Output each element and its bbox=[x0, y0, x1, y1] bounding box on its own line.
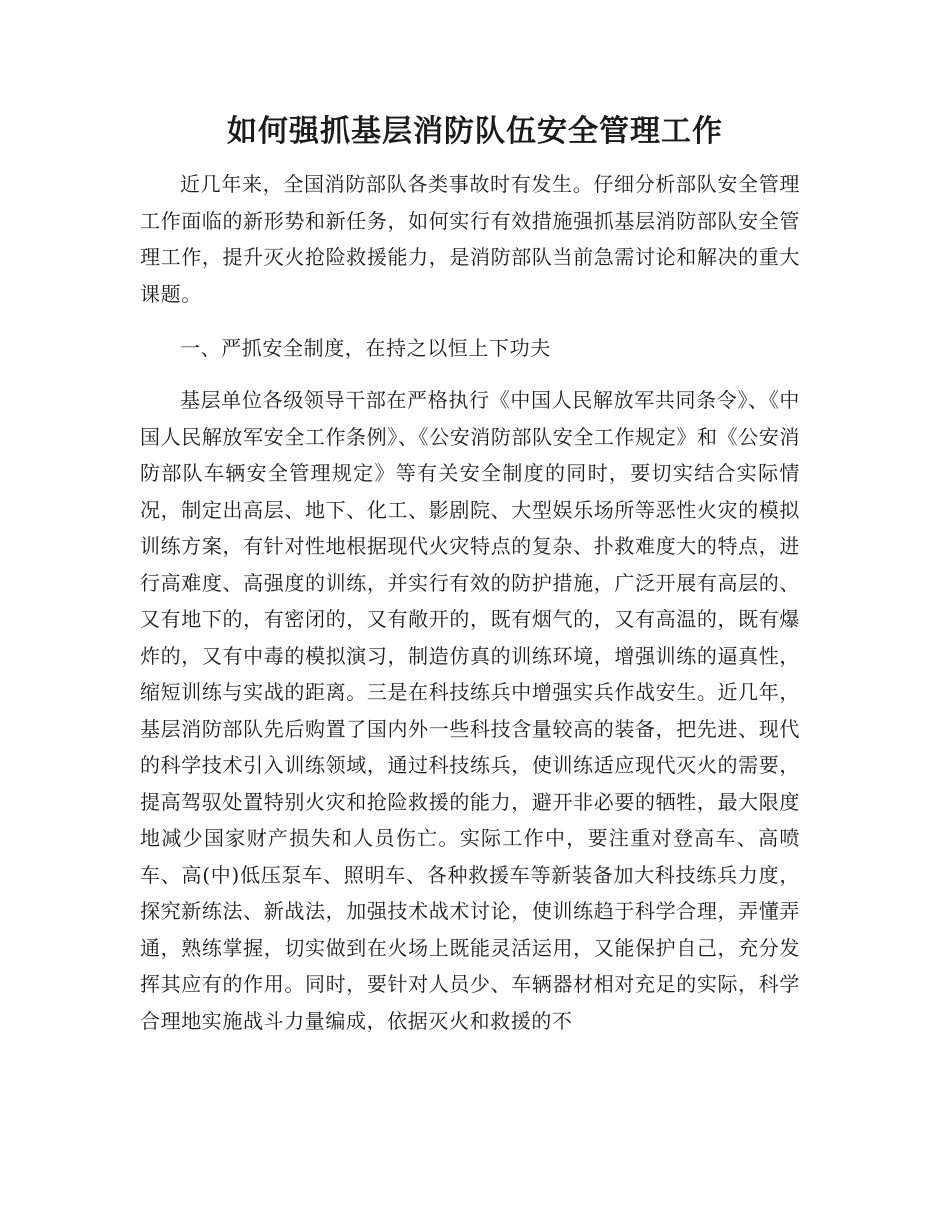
section-heading: 一、严抓安全制度，在持之以恒上下功夫 bbox=[180, 336, 551, 360]
body-paragraph: 基层单位各级领导干部在严格执行《中国人民解放军共同条令》、《中国人民解放军安全工作条例》、《公安消防部队安全工作规定》和《公安消防部队车辆安全管理规定》等有关安全制度的同时，要切实结合实际情况，制定出高层、地下、化工、影剧院、大型娱乐场所等恶性火灾的模拟训练方案，有针对性地根据现代火灾特点的复杂、扑救难度大的特点，进行高难度、高强度的训练，并实行有效的防护措施，广泛开展有高层的、又有地下的，有密闭的，又有敞开的，既有烟气的，又有高温的，既有爆炸的，又有中毒的模拟演习，制造仿真的训练环境，增强训练的逼真性，缩短训练与实战的距离。三是在科技练兵中增强实兵作战安生。近几年，基层消防部队先后购置了国内外一些科技含量较高的装备，把先进、现代的科学技术引入训练领域，通过科技练兵，使训练适应现代灭火的需要，提高驾驭处置特别火灾和抢险救援的能力，避开非必要的牺牲，最大限度地减少国家财产损失和人员伤亡。实际工作中，要注重对登高车、高喷车、高(中)低压泵车、照明车、各种救援车等新装备加大科技练兵力度，探究新练法、新战法，加强技术战术讨论，使训练趋于科学合理，弄懂弄通，熟练掌握，切实做到在火场上既能灵活运用，又能保护自己，充分发挥其应有的作用。同时，要针对人员少、车辆器材相对充足的实际，科学合理地实施战斗力量编成，依据灭火和救援的不 bbox=[140, 388, 800, 1033]
intro-paragraph: 近几年来，全国消防部队各类事故时有发生。仔细分析部队安全管理工作面临的新形势和新任务，如何实行有效措施强抓基层消防部队安全管理工作，提升灭火抢险救援能力，是消防部队当前急需讨论和解决的重大课题。 bbox=[140, 172, 800, 306]
document-title: 如何强抓基层消防队伍安全管理工作 bbox=[227, 114, 723, 149]
